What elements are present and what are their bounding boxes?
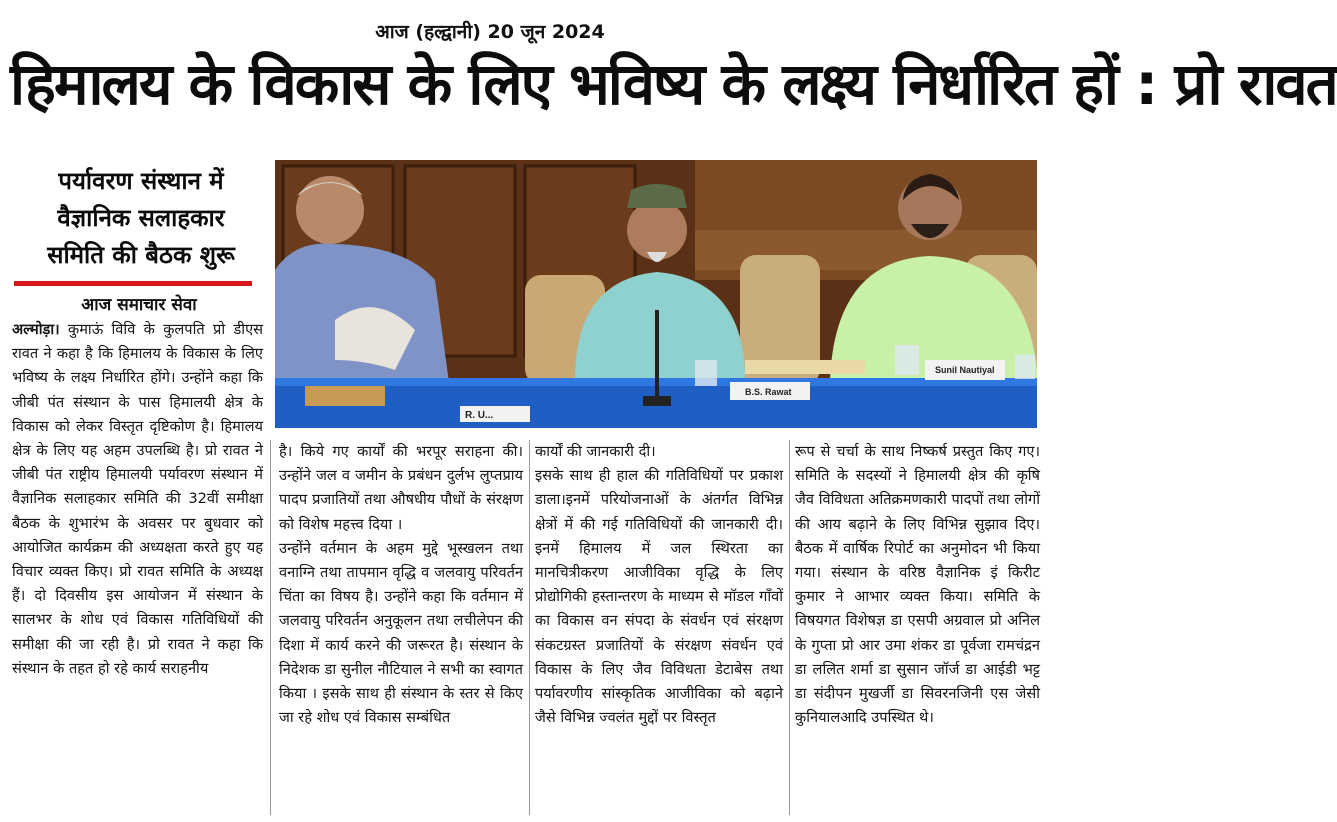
column-divider [270,440,271,815]
nameplate-1: R. U... [465,410,494,421]
subhead-line-2: वैज्ञानिक सलाहकार [57,204,225,232]
nameplate-2: B.S. Rawat [745,387,792,397]
column-4-text: रूप से चर्चा के साथ निष्कर्ष प्रस्तुत किए गए। समिति के सदस्यों ने हिमालयी क्षेत्र की कृषि जैव विविधता अतिक्रमणकारी पादपों तथा लोगों की आय बढ़ाने के लिए विभिन्न सुझाव दिए। बैठक में वार्षिक रिपोर्ट का अनुमोदन भी किया गया। संस्थान के वरिष्ठ वैज्ञानिक इं किरीट कुमार ने आभार व्यक्त किया। समिति के विषयगत विशेषज्ञ डा एसपी अग्रवाल प्रो अनिल के गुप्ता प्रो आर उमा शंकर डा पूर्वजा रामचंद्रन डा ललित शर्मा डा सुसान जॉर्ज डा आईडी भट्ट डा संदीपन मुखर्जी डा सिवरनजिनी एस जेसी कुनियालआदि उपस्थित थे। [795,443,1040,727]
column-3-paragraph-1: कार्यों की जानकारी दी। [535,443,656,460]
article-dateline-place: अल्मोड़ा। [12,321,60,338]
byline: आज समाचार सेवा [81,295,197,315]
article-column-1 [12,318,263,818]
newspaper-dateline: आज (हल्द्वानी) 20 जून 2024 [375,21,605,43]
article-column-3 [535,440,783,818]
article-column-2 [279,440,523,818]
nameplate-3: Sunil Nautiyal [935,365,995,375]
headline: हिमालय के विकास के लिए भविष्य के लक्ष्य निर्धारित हों : प्रो रावत [10,50,1337,118]
subhead-line-3: समिति की बैठक शुरू [47,241,235,269]
column-divider [529,440,530,815]
news-photo [275,160,1037,428]
article-column-4 [795,440,1040,818]
meeting-photo-illustration [275,160,1037,428]
subhead-line-1: पर्यावरण संस्थान में [58,167,224,195]
subheadline [12,163,270,285]
column-3-paragraph-2: इसके साथ ही हाल की गतिविधियों पर प्रकाश डाला।इनमें परियोजनाओं के अंतर्गत विभिन्न क्षेत्रों में की गई गतिविधियों की जानकारी दी। इनमें हिमालय में जल स्थिरता का मानचित्रीकरण आजीविका वृद्धि के लिए प्रोद्योगिकी हस्तान्तरण के माध्यम से मॉडल गाँवों का विकास वन संपदा के संवर्धन एवं संरक्षण संकटग्रस्त प्रजातियों के संरक्षण संवर्धन एवं विकास के लिए जैव विविधता डेटाबेस तथा पर्यावरणीय सांस्कृतिक आजीविका को बढ़ाने जैसे विभिन्न ज्वलंत मुद्दों पर विस्तृत [535,467,783,727]
column-divider [789,440,790,815]
red-divider [14,281,252,286]
column-2-paragraph-2: उन्होंने वर्तमान के अहम मुद्दे भूस्खलन तथा वनाग्नि तथा तापमान वृद्धि व जलवायु परिवर्तन चिंता का विषय है। उन्होंने कहा कि वर्तमान में जलवायु परिवर्तन अनुकूलन तथा लचीलेपन की दिशा में कार्य करने की जरूरत है। संस्थान के निदेशक डा सुनील नौटियाल ने सभी का स्वागत किया । इसके साथ ही संस्थान के स्तर से किए जा रहे शोध एवं विकास सम्बंधित [279,539,523,727]
column-1-text: कुमाऊं विवि के कुलपति प्रो डीएस रावत ने कहा है कि हिमालय के विकास के लिए भविष्य के लक्ष्य निर्धारित होंगे। उन्होंने कहा कि जीबी पंत संस्थान के पास हिमालयी क्षेत्र के विकास को लेकर विस्तृत दृष्टिकोण है। हिमालय क्षेत्र के लिए यह अहम उपलब्धि है। प्रो रावत ने जीबी पंत राष्ट्रीय हिमालयी पर्यावरण संस्थान में वैज्ञानिक सलाहकार समिति की 32वीं समीक्षा बैठक के शुभारंभ के अवसर पर बुधवार को आयोजित कार्यक्रम की अध्यक्षता करते हुए यह विचार व्यक्त किए। प्रो रावत समिति के अध्यक्ष हैं। दो दिवसीय इस आयोजन में संस्थान के सालभर के शोध एवं विकास गतिविधियों की समीक्षा की जा रही है। प्रो रावत ने कहा कि संस्थान के तहत हो रहे कार्य सराहनीय [12,321,264,677]
column-2-paragraph-1: है। किये गए कार्यों की भरपूर सराहना की। उन्होंने जल व जमीन के प्रबंधन दुर्लभ लुप्तप्राय पादप प्रजातियों तथा औषधीय पौधों के संरक्षण को विशेष महत्त्व दिया । [279,443,523,533]
